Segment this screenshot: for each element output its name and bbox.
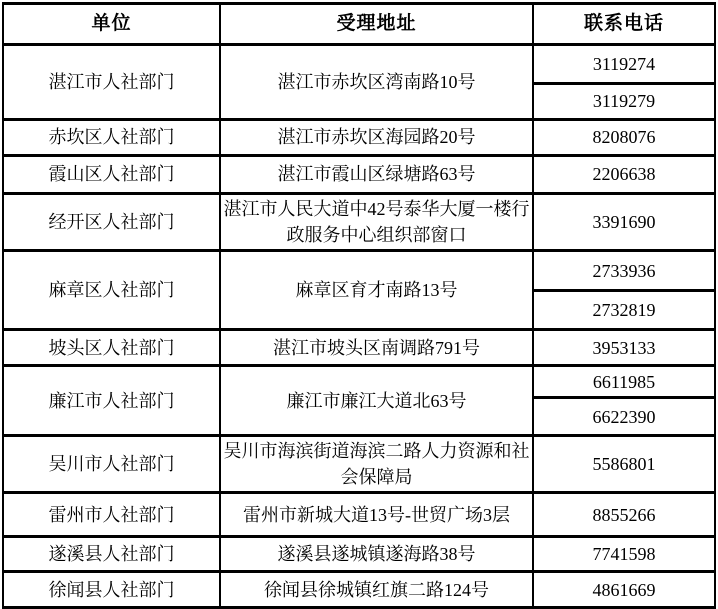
table-row (3, 330, 715, 366)
phone-cell: 2206638 (533, 156, 715, 194)
phone-cell: 5586801 (533, 436, 715, 493)
table-row (3, 251, 715, 291)
table-row (3, 572, 715, 608)
phone-cell: 7741598 (533, 537, 715, 572)
phone-cell: 3119279 (533, 84, 715, 120)
phone-cell: 3119274 (533, 45, 715, 84)
table-row (3, 537, 715, 572)
phone-cell: 4861669 (533, 572, 715, 608)
table-row (3, 156, 715, 194)
unit-cell: 徐闻县人社部门 (3, 572, 220, 608)
address-cell: 湛江市人民大道中42号泰华大厦一楼行政服务中心组织部窗口 (220, 194, 533, 251)
unit-cell: 遂溪县人社部门 (3, 537, 220, 572)
unit-cell: 坡头区人社部门 (3, 330, 220, 366)
phone-cell: 3391690 (533, 194, 715, 251)
table-row (3, 194, 715, 251)
address-cell: 湛江市赤坎区湾南路10号 (220, 45, 533, 120)
phone-cell: 2732819 (533, 291, 715, 330)
table-row (3, 436, 715, 493)
contact-table (2, 2, 716, 609)
phone-cell: 8855266 (533, 493, 715, 537)
address-cell: 遂溪县遂城镇遂海路38号 (220, 537, 533, 572)
phone-cell: 8208076 (533, 120, 715, 156)
phone-cell: 2733936 (533, 251, 715, 291)
phone-cell: 3953133 (533, 330, 715, 366)
address-cell: 麻章区育才南路13号 (220, 251, 533, 330)
unit-cell: 麻章区人社部门 (3, 251, 220, 330)
table-row (3, 366, 715, 398)
unit-cell: 霞山区人社部门 (3, 156, 220, 194)
address-cell: 湛江市坡头区南调路791号 (220, 330, 533, 366)
header-address: 受理地址 (220, 4, 533, 45)
phone-cell: 6622390 (533, 398, 715, 436)
header-unit: 单位 (3, 4, 220, 45)
table-row (3, 120, 715, 156)
unit-cell: 廉江市人社部门 (3, 366, 220, 436)
unit-cell: 吴川市人社部门 (3, 436, 220, 493)
address-cell: 吴川市海滨街道海滨二路人力资源和社会保障局 (220, 436, 533, 493)
unit-cell: 湛江市人社部门 (3, 45, 220, 120)
unit-cell: 赤坎区人社部门 (3, 120, 220, 156)
address-cell: 廉江市廉江大道北63号 (220, 366, 533, 436)
table-row (3, 45, 715, 84)
address-cell: 湛江市赤坎区海园路20号 (220, 120, 533, 156)
header-phone: 联系电话 (533, 4, 715, 45)
unit-cell: 经开区人社部门 (3, 194, 220, 251)
phone-cell: 6611985 (533, 366, 715, 398)
header-row (3, 4, 715, 45)
address-cell: 雷州市新城大道13号-世贸广场3层 (220, 493, 533, 537)
address-cell: 徐闻县徐城镇红旗二路124号 (220, 572, 533, 608)
unit-cell: 雷州市人社部门 (3, 493, 220, 537)
address-cell: 湛江市霞山区绿塘路63号 (220, 156, 533, 194)
table-row (3, 493, 715, 537)
